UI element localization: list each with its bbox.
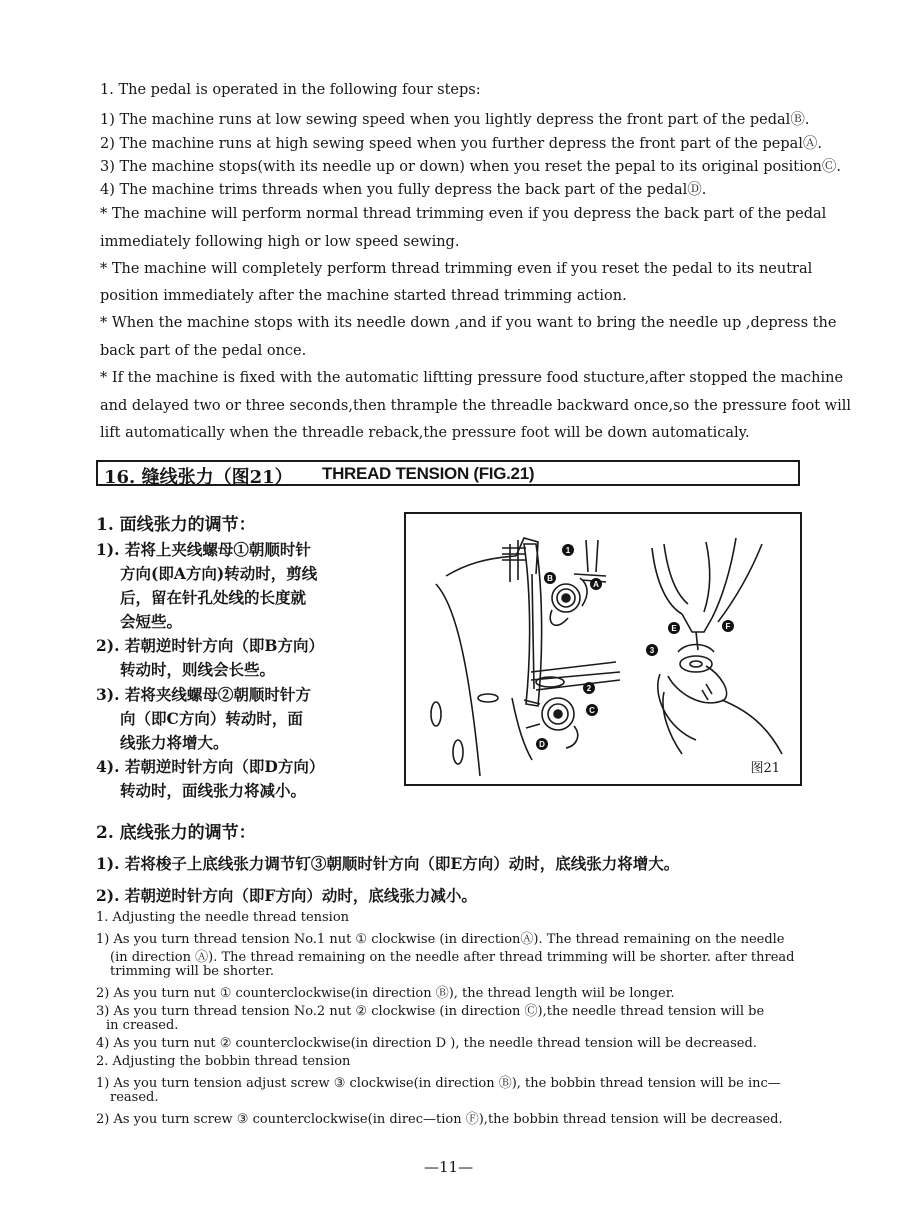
marker-d: D bbox=[539, 740, 545, 749]
text-line: 会短些。 bbox=[120, 612, 183, 631]
text-line: * If the machine is fixed with the automatic liftting pressure food stucture,after stopped the machine bbox=[100, 370, 844, 386]
text-line: 2) The machine runs at high sewing speed when you further depress the front part of the pepalⒶ. bbox=[100, 136, 823, 152]
text-line: 1). 若将梭子上底线张力调节钉③朝顺时针方向（即E方向）动时，底线张力将增大。 bbox=[96, 854, 680, 873]
text-line: lift automatically when the threadle reback,the pressure foot will be down automaticaly. bbox=[100, 425, 750, 441]
subheading: 1. 面线张力的调节： bbox=[96, 515, 256, 535]
marker-e: E bbox=[671, 624, 677, 633]
text-line: 3) The machine stops(with its needle up or down) when you reset the pepal to its original positionⒸ. bbox=[100, 159, 841, 175]
text-line: trimming will be shorter. bbox=[110, 964, 275, 979]
text-line: 1) As you turn thread tension No.1 nut ① clockwise (in directionⒶ). The thread remaining on the needle bbox=[96, 932, 785, 947]
text-line: 1) The machine runs at low sewing speed when you lightly depress the front part of the pedalⒷ. bbox=[100, 112, 810, 128]
section-title bbox=[96, 460, 800, 486]
text-line: (in direction Ⓐ). The thread remaining on the needle after thread trimming will be shorter. after thread bbox=[110, 950, 795, 965]
marker-2: 2 bbox=[586, 684, 592, 693]
text-line: 2) As you turn screw ③ counterclockwise(in direc—tion Ⓕ),the bobbin thread tension will be decreased. bbox=[96, 1112, 783, 1127]
marker-1: 1 bbox=[565, 546, 571, 555]
text-line: * When the machine stops with its needle down ,and if you want to bring the needle up ,depress the bbox=[100, 315, 837, 331]
text-line: reased. bbox=[110, 1090, 159, 1105]
text-line: 1. The pedal is operated in the following four steps: bbox=[100, 82, 481, 98]
text-line: 后，留在针孔处线的长度就 bbox=[120, 588, 307, 607]
text-line: position immediately after the machine started thread trimming action. bbox=[100, 288, 627, 304]
section-title-zh: 16. 缝线张力（图21） bbox=[104, 467, 293, 488]
text-line: 1. Adjusting the needle thread tension bbox=[96, 910, 350, 925]
text-line: 转动时，面线张力将减小。 bbox=[120, 781, 307, 800]
page-number: —11— bbox=[424, 1158, 474, 1176]
text-line: * The machine will completely perform thread trimming even if you reset the pedal to its neutral bbox=[100, 261, 813, 277]
marker-3: 3 bbox=[649, 646, 655, 655]
subheading: 2. 底线张力的调节： bbox=[96, 823, 256, 843]
text-line: 转动时，则线会长些。 bbox=[120, 660, 276, 679]
text-line: * The machine will perform normal thread trimming even if you depress the back part of the pedal bbox=[100, 206, 827, 222]
text-line: 4). 若朝逆时针方向（即D方向） bbox=[96, 757, 325, 776]
text-line: 4) As you turn nut ② counterclockwise(in direction D ), the needle thread tension will be decreased. bbox=[96, 1036, 757, 1051]
text-line: 1) As you turn tension adjust screw ③ clockwise(in direction Ⓑ), the bobbin thread tension will be inc— bbox=[96, 1076, 781, 1091]
thread-tension-illustration bbox=[406, 514, 800, 784]
text-line: 线张力将增大。 bbox=[120, 733, 229, 752]
text-line: 2). 若朝逆时针方向（即B方向） bbox=[96, 636, 325, 655]
text-line: and delayed two or three seconds,then thrample the threadle backward once,so the pressure foot will bbox=[100, 398, 851, 414]
figure-21 bbox=[404, 512, 802, 786]
text-line: immediately following high or low speed sewing. bbox=[100, 234, 460, 250]
text-line: 向（即C方向）转动时，面 bbox=[120, 709, 303, 728]
marker-a: A bbox=[593, 580, 599, 589]
text-line: back part of the pedal once. bbox=[100, 343, 307, 359]
text-line: 1). 若将上夹线螺母①朝顺时针 bbox=[96, 540, 311, 559]
text-line: 3) As you turn thread tension No.2 nut ② clockwise (in direction Ⓒ),the needle thread tension will be bbox=[96, 1004, 765, 1019]
figure-label: 图21 bbox=[750, 761, 780, 776]
text-line: 3). 若将夹线螺母②朝顺时针方 bbox=[96, 685, 311, 704]
section-title-en: THREAD TENSION (FIG.21) bbox=[322, 464, 535, 483]
text-line: 2. Adjusting the bobbin thread tension bbox=[96, 1054, 351, 1069]
text-line: 2) As you turn nut ① counterclockwise(in direction Ⓑ), the thread length wiil be longer. bbox=[96, 986, 675, 1001]
text-line: in creased. bbox=[106, 1018, 179, 1033]
marker-b: B bbox=[547, 574, 553, 583]
text-line: 4) The machine trims threads when you fully depress the back part of the pedalⒹ. bbox=[100, 182, 707, 198]
text-line: 2). 若朝逆时针方向（即F方向）动时，底线张力减小。 bbox=[96, 886, 477, 905]
text-line: 方向(即A方向)转动时，剪线 bbox=[120, 564, 318, 583]
marker-f: F bbox=[725, 622, 731, 631]
marker-c: C bbox=[589, 706, 595, 715]
